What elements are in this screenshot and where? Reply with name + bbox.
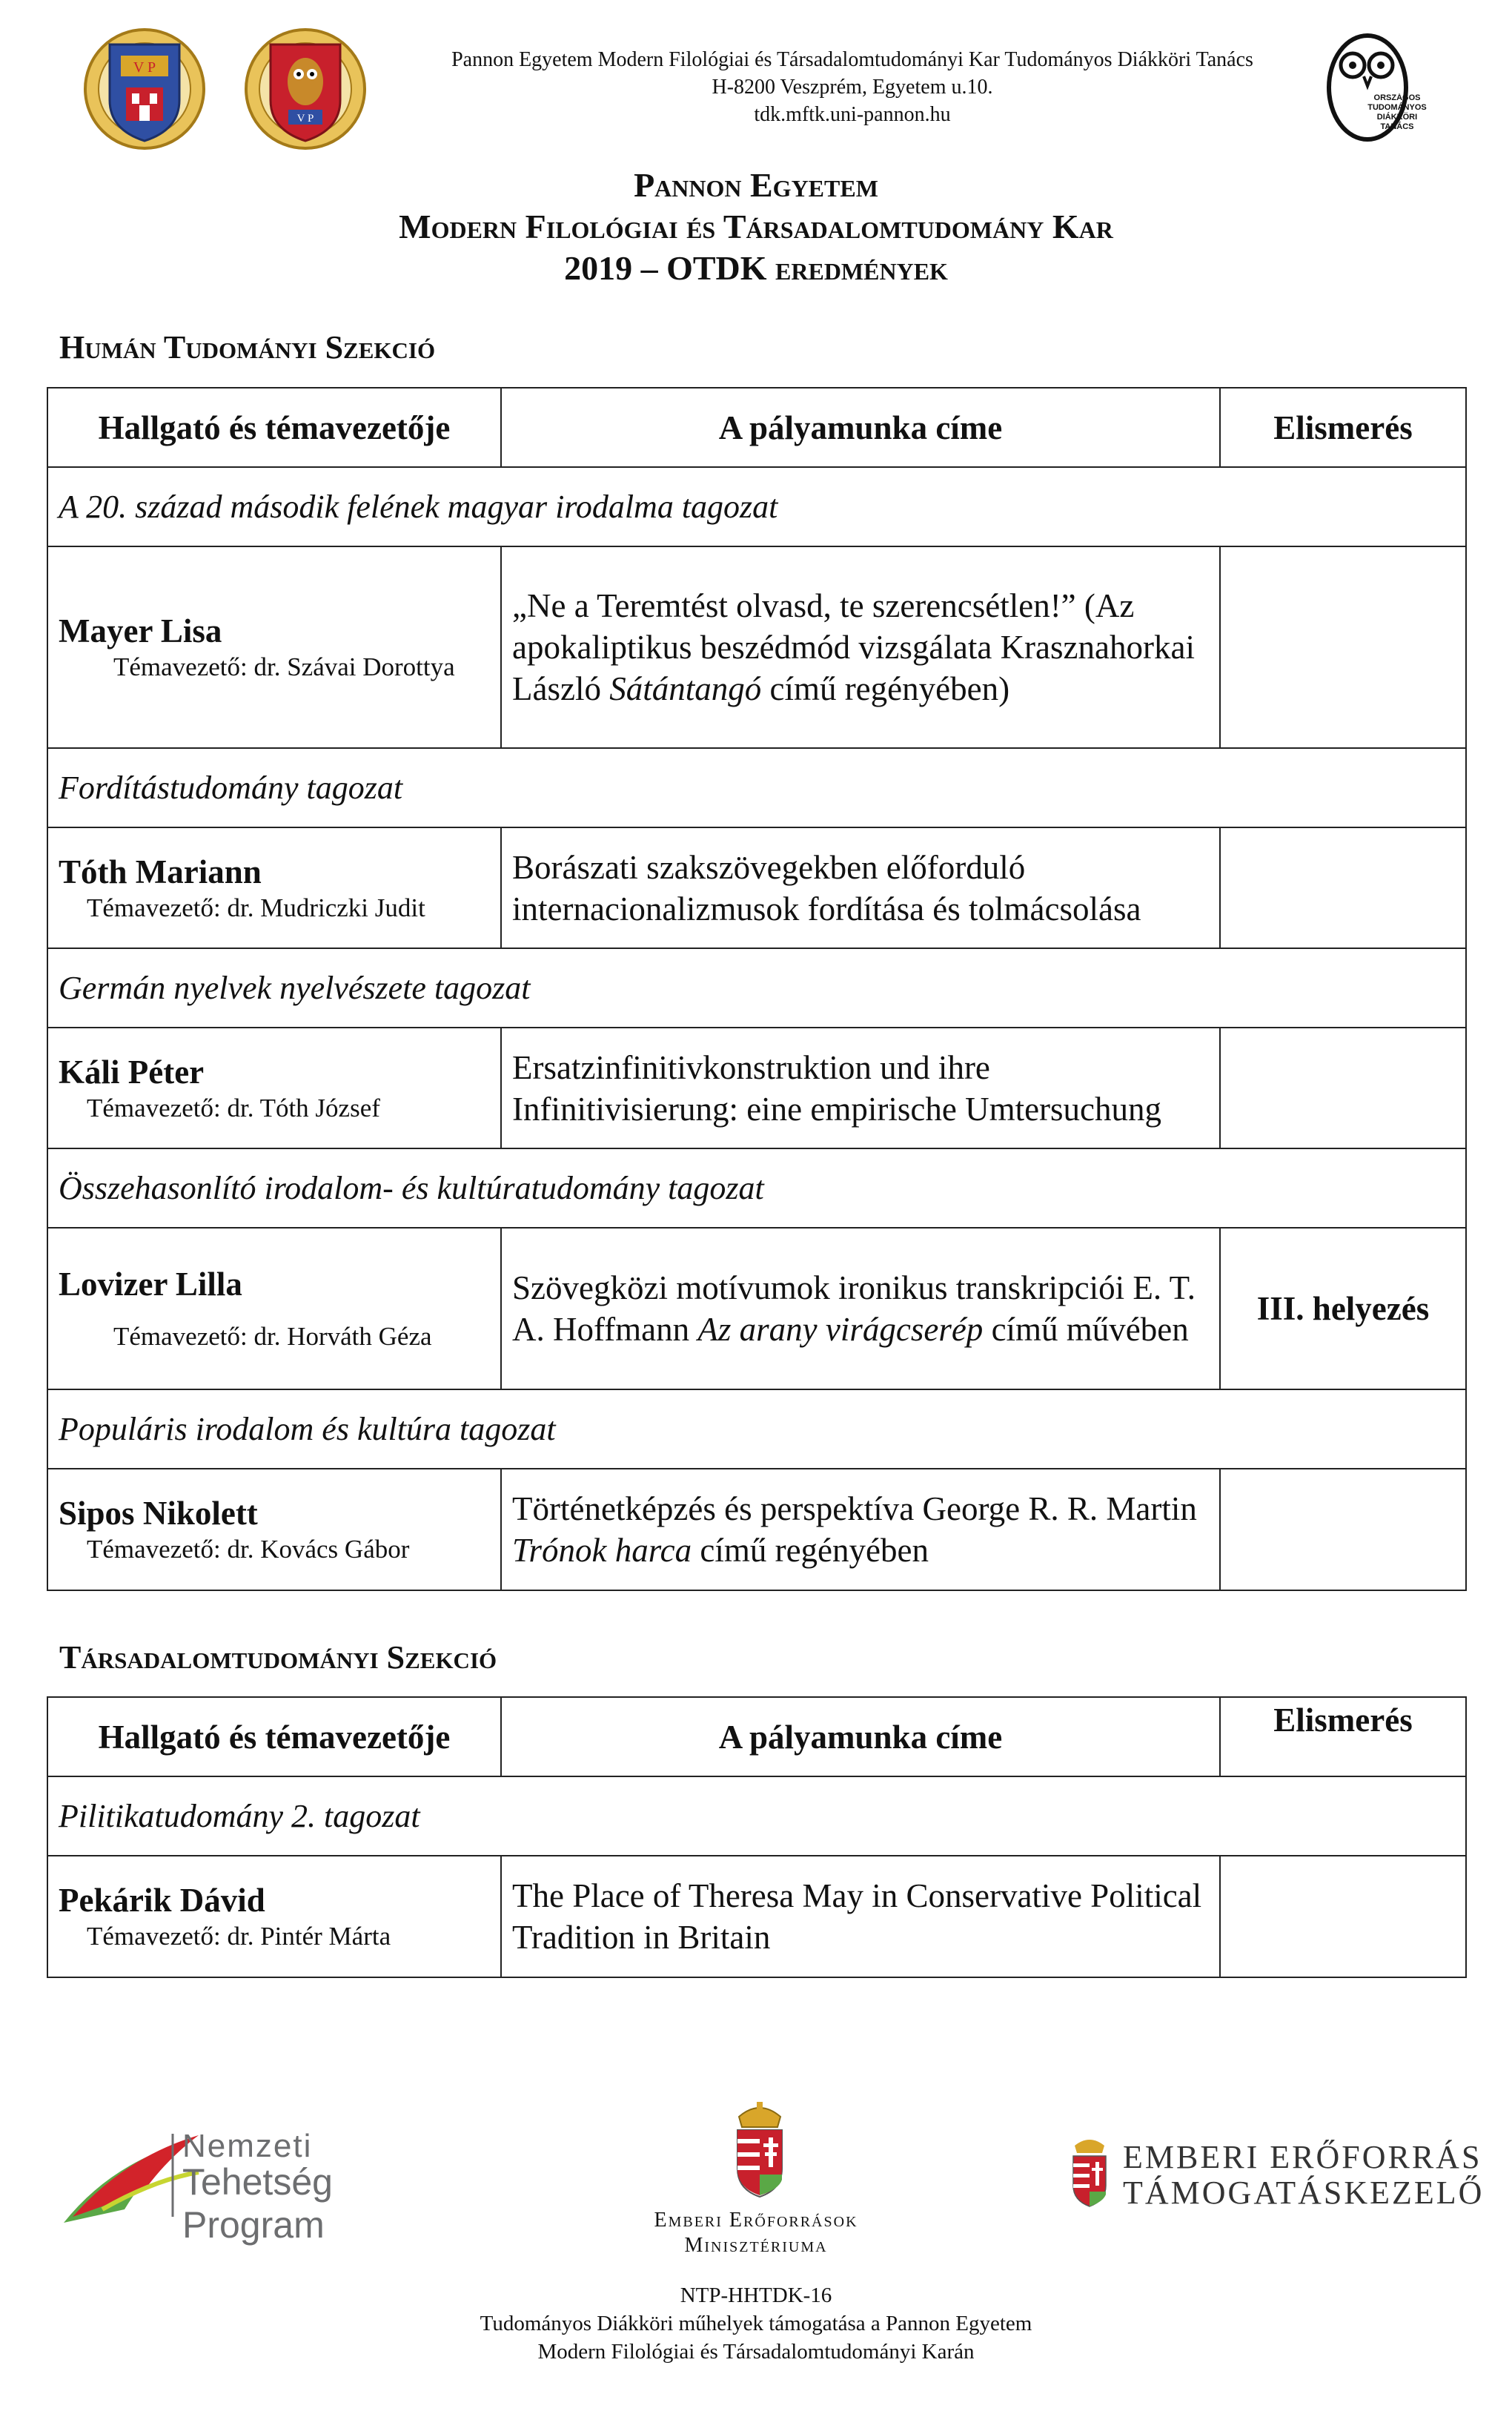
header-line-website: tdk.mftk.uni-pannon.hu [754,103,951,126]
footer-line3: Modern Filológiai és Társadalomtudományi Karán [537,2340,975,2364]
section-heading-human: Humán Tudományi Szekció [59,329,436,366]
section-label: Germán nyelvek nyelvészete tagozat [47,948,1466,1028]
emmi-logo-text [608,2208,904,2258]
advisor-name: Témavezető: dr. Tóth József [87,1093,380,1122]
table-row [47,1028,1466,1148]
table-row [47,827,1466,948]
section-row [47,1148,1466,1228]
student-name: Pekárik Dávid [59,1882,265,1919]
emmi-line2: Minisztériuma [684,2234,828,2257]
col-header-title: A pályamunka címe [501,1697,1220,1776]
student-cell [47,827,501,948]
col-header-title: A pályamunka címe [501,388,1220,467]
work-title: Ersatzinfinitivkonstruktion und ihre Infinitivisierung: eine empirische Umtersuchung [501,1028,1220,1148]
student-cell [47,1228,501,1389]
col-header-award: Elismerés [1220,1697,1466,1776]
award-cell: III. helyezés [1220,1228,1466,1389]
human-results-table [47,387,1467,1591]
title-line-university: Pannon Egyetem [634,166,878,204]
student-name: Lovizer Lilla [59,1266,242,1303]
award-cell [1220,1856,1466,1977]
section-heading-social: Társadalomtudományi Szekció [59,1639,497,1676]
header-line-institution: Pannon Egyetem Modern Filológiai és Társadalomtudományi Kar Tudományos Diákköri Tanács [451,48,1253,71]
award-cell [1220,1469,1466,1590]
section-row [47,1389,1466,1469]
emet-logo [1067,2135,1485,2217]
emmi-line1: Emberi Erőforrások [654,2209,858,2232]
crest-letters: V P [133,59,156,76]
student-name: Sipos Nikolett [59,1495,258,1532]
otdt-logo-text: ORSZÁGOS TUDOMÁNYOS DIÁKKÖRI TANÁCS [1367,93,1427,131]
title-line-results: 2019 – OTDK eredmények [564,249,948,287]
advisor-name: Témavezető: dr. Szávai Dorottya [113,652,455,681]
col-header-award: Elismerés [1220,388,1466,467]
advisor-name: Témavezető: dr. Horváth Géza [113,1322,432,1351]
ntp-logo [58,2128,473,2246]
student-name: Tóth Mariann [59,853,262,890]
work-title: Borászati szakszövegekben előforduló internacionalizmusok fordítása és tolmácsolása [501,827,1220,948]
section-row [47,748,1466,827]
section-label: Pilitikatudomány 2. tagozat [47,1776,1466,1856]
advisor-name: Témavezető: dr. Kovács Gábor [87,1535,410,1564]
work-title: Történetképzés és perspektíva George R. R. Martin Trónok harca című regényében [501,1469,1220,1590]
section-label: A 20. század második felének magyar irodalma tagozat [47,467,1466,546]
section-label: Populáris irodalom és kultúra tagozat [47,1389,1466,1469]
student-cell [47,1028,501,1148]
col-header-student: Hallgató és témavezetője [47,388,501,467]
table-header-row [47,388,1466,467]
work-title: The Place of Theresa May in Conservative Political Tradition in Britain [501,1856,1220,1977]
award-cell [1220,1028,1466,1148]
student-name: Mayer Lisa [59,612,222,649]
crest-letters: V P [296,113,314,125]
advisor-name: Témavezető: dr. Mudriczki Judit [87,893,425,922]
footer-grant-code: NTP-HHTDK-16 [680,2284,832,2307]
emet-line2: TÁMOGATÁSKEZELŐ [1123,2175,1485,2211]
work-title: „Ne a Teremtést olvasd, te szerencsétlen!” (Az apokaliptikus beszédmód vizsgálata Krasznahorkai László Sátántangó című regényében) [501,546,1220,748]
header-line-address: H-8200 Veszprém, Egyetem u.10. [712,76,993,99]
section-row [47,948,1466,1028]
section-row [47,1776,1466,1856]
social-results-table [47,1696,1467,1978]
table-row [47,1469,1466,1590]
section-label: Összehasonlító irodalom- és kultúratudomány tagozat [47,1148,1466,1228]
student-cell [47,546,501,748]
work-title: Szövegközi motívumok ironikus transkripciói E. T. A. Hoffmann Az arany virágcserép című művében [501,1228,1220,1389]
header-address [348,46,1356,128]
footer-line2: Tudományos Diákköri műhelyek támogatása a Pannon Egyetem [480,2312,1032,2335]
emet-line1: EMBERI ERŐFORRÁS [1123,2139,1482,2175]
table-header-row [47,1697,1466,1776]
table-row [47,546,1466,748]
section-row [47,467,1466,546]
student-cell [47,1856,501,1977]
hungarian-coat-of-arms-icon [730,2102,789,2198]
title-line-faculty: Modern Filológiai és Társadalomtudomány Kar [399,208,1113,245]
award-cell [1220,827,1466,948]
col-header-student: Hallgató és témavezetője [47,1697,501,1776]
university-crest-logo [80,22,210,152]
table-row [47,1228,1466,1389]
table-row [47,1856,1466,1977]
section-label: Fordítástudomány tagozat [47,748,1466,827]
student-cell [47,1469,501,1590]
student-name: Káli Péter [59,1053,205,1091]
ntp-logo-line2: Tehetség Program [182,2161,333,2246]
award-cell [1220,546,1466,748]
ntp-logo-line1: Nemzeti [182,2128,313,2164]
advisor-name: Témavezető: dr. Pintér Márta [87,1922,391,1951]
